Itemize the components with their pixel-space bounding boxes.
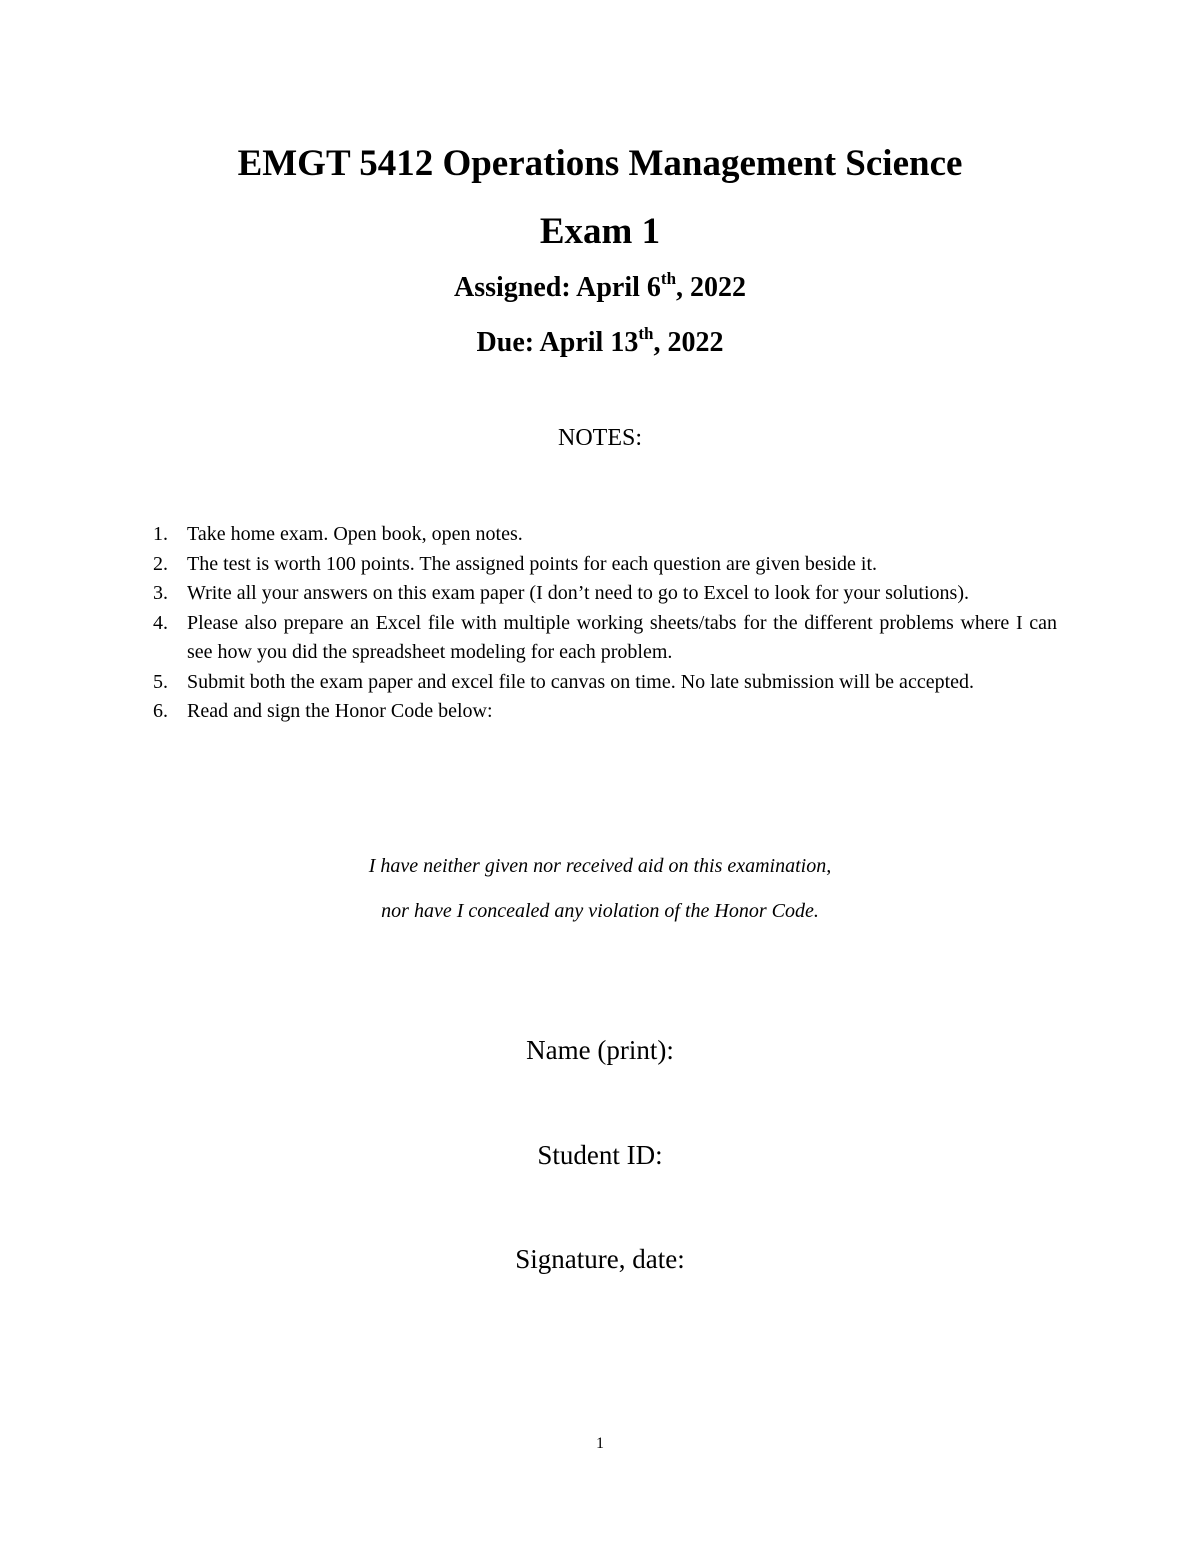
note-text: Write all your answers on this exam paper (I don’t need to go to Excel to look for your solutions). xyxy=(187,582,969,604)
course-title: EMGT 5412 Operations Management Science xyxy=(237,143,963,184)
note-item xyxy=(145,697,1057,727)
notes-list xyxy=(145,520,1057,727)
due-date-prefix: Due: April 13 xyxy=(476,327,639,358)
note-text: Please also prepare an Excel file with multiple working sheets/tabs for the different problems where I can see how you did the spreadsheet modeling for each problem. xyxy=(187,611,1057,663)
note-number: 3. xyxy=(153,582,168,604)
exam-title: Exam 1 xyxy=(539,211,661,252)
name-label: Name (print): xyxy=(526,1035,674,1065)
honor-code-line-1: I have neither given nor received aid on this examination, xyxy=(368,855,832,877)
note-item xyxy=(145,579,1057,609)
note-number: 2. xyxy=(153,552,168,575)
note-text: The test is worth 100 points. The assigned points for each question are given beside it. xyxy=(187,552,878,575)
due-date-year: , 2022 xyxy=(653,327,724,358)
signature-label: Signature, date: xyxy=(515,1244,685,1274)
note-number: 1. xyxy=(153,523,168,545)
note-item xyxy=(145,520,1057,550)
assigned-date-year: , 2022 xyxy=(676,272,747,303)
note-item xyxy=(145,609,1057,668)
due-date xyxy=(0,324,1200,359)
note-number: 6. xyxy=(153,700,168,722)
note-text: Read and sign the Honor Code below: xyxy=(187,700,493,722)
notes-heading: NOTES: xyxy=(558,425,642,451)
honor-code-line-2: nor have I concealed any violation of the Honor Code. xyxy=(381,900,819,922)
note-item xyxy=(145,668,1057,698)
note-text: Take home exam. Open book, open notes. xyxy=(187,523,523,545)
student-id-label: Student ID: xyxy=(537,1140,663,1170)
assigned-date-ordinal: th xyxy=(660,269,677,288)
note-number: 5. xyxy=(153,670,168,693)
assigned-date xyxy=(0,269,1200,304)
due-date-ordinal: th xyxy=(638,324,654,343)
assigned-date-prefix: Assigned: April 6 xyxy=(453,272,661,303)
page-number: 1 xyxy=(596,1435,604,1452)
note-text: Submit both the exam paper and excel file to canvas on time. No late submission will be accepted. xyxy=(187,670,975,693)
note-number: 4. xyxy=(153,611,168,634)
note-item xyxy=(145,550,1057,580)
